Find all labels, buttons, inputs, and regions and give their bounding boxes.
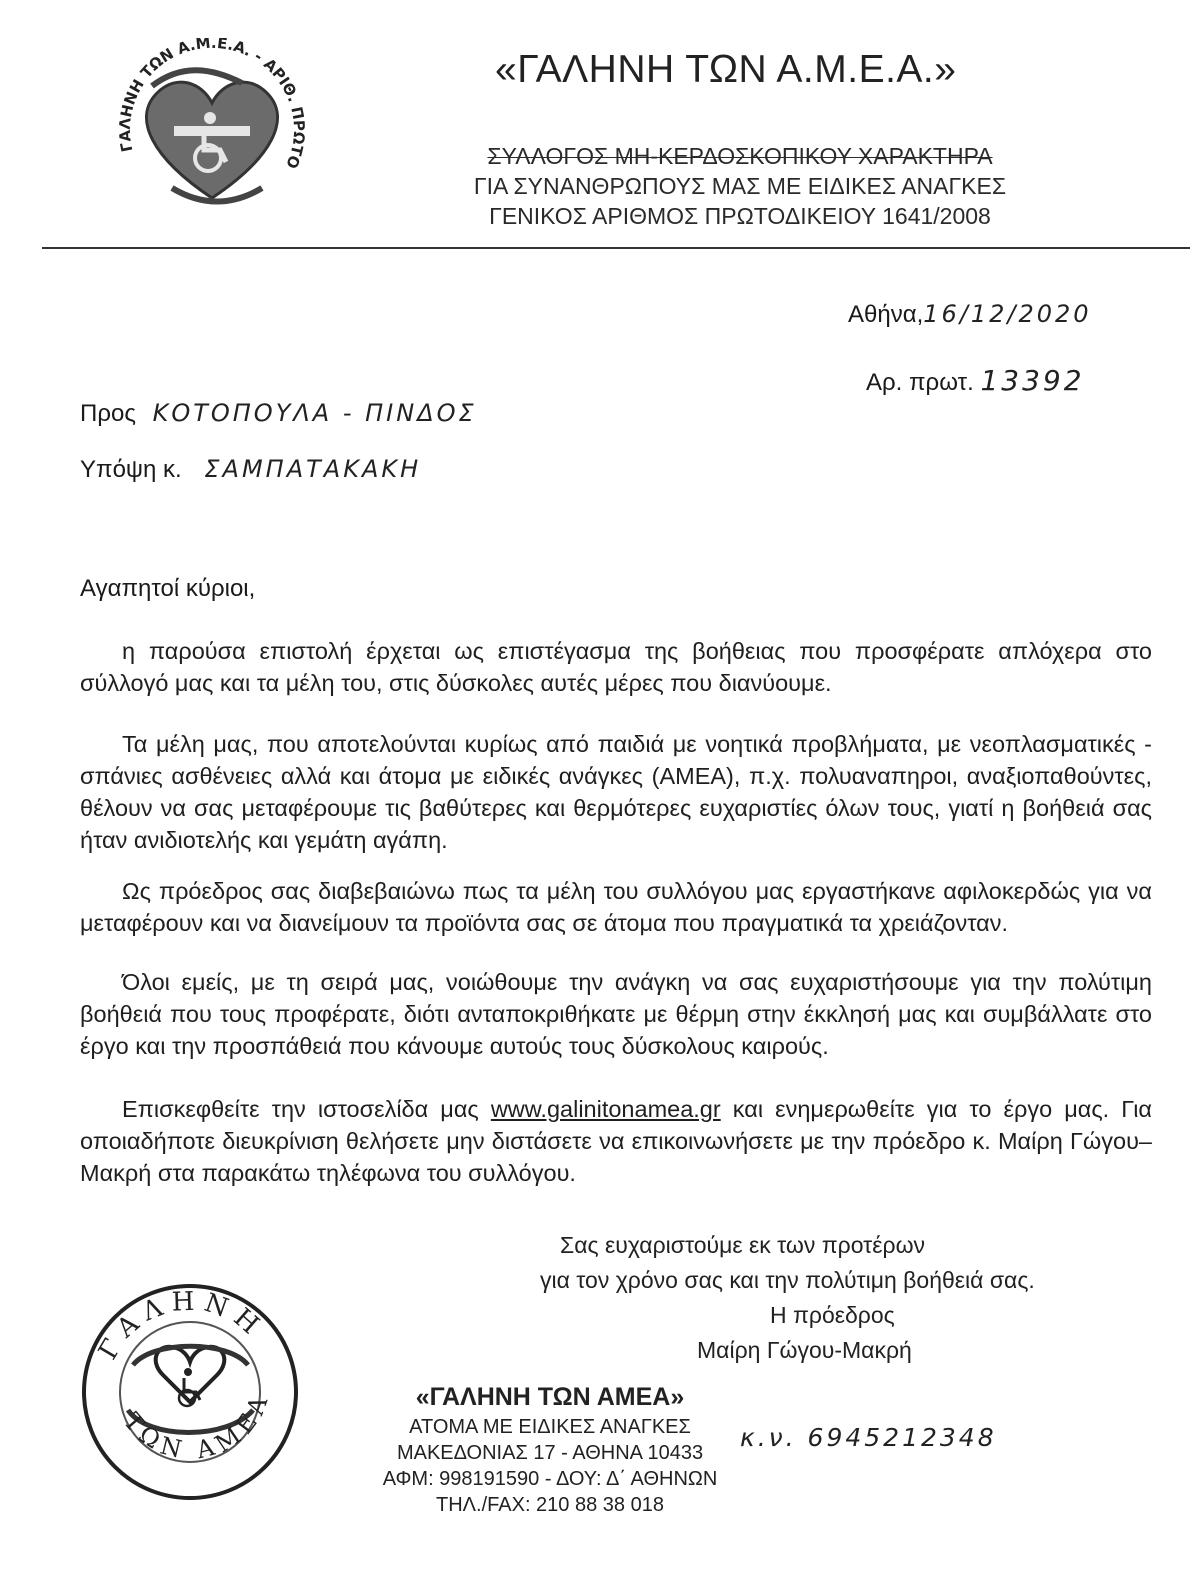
- attention-label: Υπόψη κ.: [80, 456, 182, 483]
- paragraph-5-rest: και ενημερωθείτε για το έργο μας. Για οποιαδήποτε διευκρίνιση θελήσετε μην διστάσετε να επικοινωνήσετε με την πρόεδρο κ. Μαίρη Γώγου–Μακρή στα παρακάτω τηλέφωνα του συλλόγου.: [80, 1096, 1152, 1186]
- salutation: Αγαπητοί κύριοι,: [80, 575, 256, 602]
- date-value: 16/12/2020: [923, 300, 1092, 328]
- paragraph-2: Τα μέλη μας, που αποτελούνται κυρίως από παιδιά με νοητικά προβλήματα, με νεοπλασματικές - σπάνιες ασθένειες αλλά και άτομα με ειδικές ανάγκες (ΑΜΕΑ), π.χ. πολυαναπηροι, αναξιοπαθούντες, θέλουν να σας μεταφέρουμε τις βαθύτερες και θερμότερες ευχαριστίες όλων τους, γιατί η βοήθειά σας ήταν ανιδιοτελής και γεμάτη αγάπη.: [80, 731, 1152, 853]
- paragraph-3: Ως πρόεδρος σας διαβεβαιώνω πως τα μέλη του συλλόγου μας εργαστήκανε αφιλοκερδώς για να μεταφέρουν και να διανείμουν τα προϊόντα σας σε άτομα που πραγματικά τα χρειάζονταν.: [80, 878, 1152, 936]
- attention-line: [80, 455, 421, 484]
- logo-text: ΓΑΛΗΝΗ ΤΩΝ Α.Μ.Ε.Α. - ΑΡΙΘ. ΠΡΩΤΟ: [115, 38, 309, 172]
- attention-value: ΣΑΜΠΑΤΑΚΑΚΗ: [204, 455, 422, 483]
- protocol-label: Αρ. πρωτ.: [866, 369, 974, 396]
- protocol-number: 13392: [980, 364, 1085, 397]
- footer-tax-info: ΑΦΜ: 998191590 - ΔΟΥ: Δ΄ ΑΘΗΝΩΝ: [382, 1468, 718, 1490]
- stamp-top-text: ΓΑΛΗΝΗ: [93, 1286, 271, 1365]
- svg-text:ΤΩΝ ΑΜΕΑ: [118, 1387, 275, 1465]
- footer-phone-fax: ΤΗΛ./FAX: 210 88 38 018: [436, 1494, 664, 1516]
- closing-line-1: Σας ευχαριστούμε εκ των προτέρων: [560, 1232, 926, 1258]
- paragraph-1: η παρούσα επιστολή έρχεται ως επιστέγασμα της βοήθειας που προσφέρατε απλόχερα στο σύλλογό μας και τα μέλη του, στις δύσκολες αυτές μέρες που διανύουμε.: [80, 638, 1152, 696]
- footer-address: ΜΑΚΕΔΟΝΙΑΣ 17 - ΑΘΗΝΑ 10433: [396, 1442, 704, 1464]
- handwritten-phone: κ.ν. 6945212348: [740, 1423, 997, 1452]
- footer-organization-name: «ΓΑΛΗΝΗ ΤΩΝ ΑΜΕΑ»: [415, 1383, 685, 1411]
- letterhead-line-3: ΓΕΝΙΚΟΣ ΑΡΙΘΜΟΣ ΠΡΩΤΟΔΙΚΕΙΟΥ 1641/2008: [489, 203, 991, 229]
- header-divider: [42, 247, 1190, 249]
- to-label: Προς: [80, 400, 136, 427]
- date-label: Αθήνα,: [848, 301, 924, 328]
- signatory-title: Η πρόεδρος: [770, 1302, 895, 1328]
- organization-title: «ΓΑΛΗΝΗ ΤΩΝ Α.Μ.Ε.Α.»: [495, 48, 957, 91]
- paragraph-4: Όλοι εμείς, με τη σειρά μας, νοιώθουμε την ανάγκη να σας ευχαριστήσουμε για την πολύτιμη βοήθειά που τους προφέρατε, διότι ανταποκριθήκατε με θέρμη στην έκκλησή μας και συμβάλλατε στο έργο και την προσπάθειά που κάνουμε αυτούς τους δύσκολους καιρούς.: [80, 969, 1152, 1059]
- footer-line-1: ΑΤΟΜΑ ΜΕ ΕΙΔΙΚΕΣ ΑΝΑΓΚΕΣ: [409, 1416, 691, 1438]
- addressee-line: [80, 399, 477, 428]
- svg-text:ΓΑΛΗΝΗ: [93, 1287, 270, 1365]
- date-line: [848, 300, 1092, 329]
- letterhead-line-2: ΓΙΑ ΣΥΝΑΝΘΡΩΠΟΥΣ ΜΑΣ ΜΕ ΕΙΔΙΚΕΣ ΑΝΑΓΚΕΣ: [473, 173, 1007, 199]
- association-logo: [112, 38, 312, 228]
- stamp-bottom-text: ΤΩΝ ΑΜΕΑ: [117, 1387, 276, 1465]
- to-value: ΚΟΤΟΠΟΥΛΑ - ΠΙΝΔΟΣ: [152, 399, 477, 427]
- paragraph-5: [80, 1093, 1152, 1189]
- protocol-line: [866, 364, 1085, 397]
- signatory-name: Μαίρη Γώγου-Μακρή: [697, 1337, 912, 1363]
- letterhead-line-1: ΣΥΛΛΟΓΟΣ ΜΗ-ΚΕΡΔΟΣΚΟΠΙΚΟΥ ΧΑΡΑΚΤΗΡΑ: [487, 143, 993, 169]
- closing-line-2: για τον χρόνο σας και την πολύτιμη βοήθειά σας.: [540, 1267, 1035, 1293]
- stamp: [78, 1280, 303, 1505]
- paragraph-5-intro: Επισκεφθείτε την ιστοσελίδα μας: [122, 1096, 491, 1122]
- website-link[interactable]: www.galinitonamea.gr: [490, 1096, 721, 1122]
